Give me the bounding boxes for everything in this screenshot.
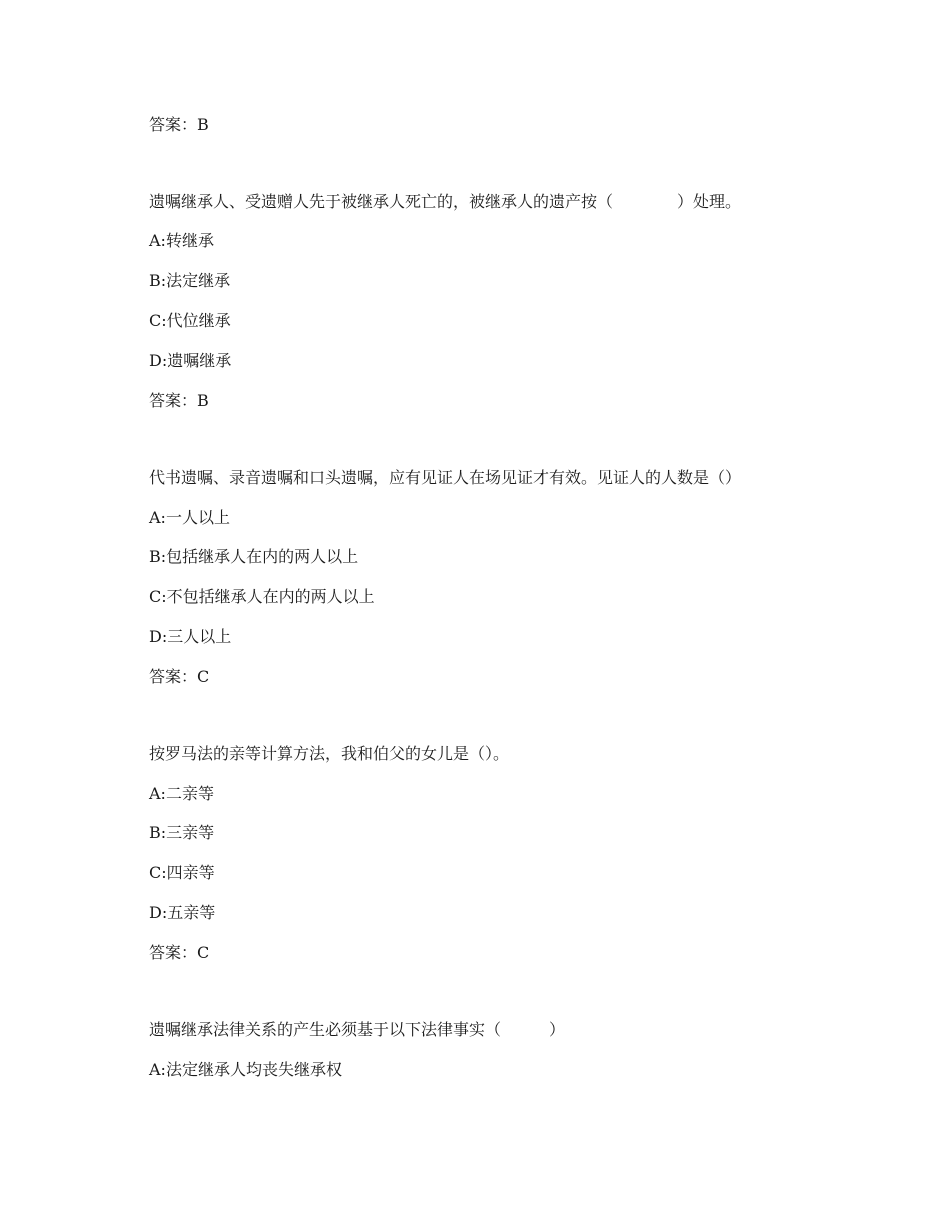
question-text: 遗嘱继承法律关系的产生必须基于以下法律事实（ ） xyxy=(149,1020,566,1039)
option-d: D:遗嘱继承 xyxy=(149,351,232,370)
option-b: B:三亲等 xyxy=(149,823,215,842)
option-d: D:三人以上 xyxy=(149,627,232,646)
option-a: A:转继承 xyxy=(149,231,214,250)
option-a: A:法定继承人均丧失继承权 xyxy=(149,1060,342,1079)
question-text: 按罗马法的亲等计算方法，我和伯父的女儿是（）。 xyxy=(149,744,510,763)
answer-line: 答案：C xyxy=(149,667,210,686)
option-c: C:四亲等 xyxy=(149,863,215,882)
option-c: C:代位继承 xyxy=(149,311,231,330)
option-b: B:包括继承人在内的两人以上 xyxy=(149,547,359,566)
option-c: C:不包括继承人在内的两人以上 xyxy=(149,587,375,606)
question-text: 遗嘱继承人、受遗赠人先于被继承人死亡的，被继承人的遗产按（ ）处理。 xyxy=(149,192,742,211)
answer-line: 答案：C xyxy=(149,943,210,962)
answer-line: 答案：B xyxy=(149,391,209,410)
option-b: B:法定继承 xyxy=(149,271,231,290)
question-text: 代书遗嘱、录音遗嘱和口头遗嘱，应有见证人在场见证才有效。见证人的人数是（） xyxy=(149,468,742,487)
option-a: A:二亲等 xyxy=(149,784,214,803)
answer-line: 答案：B xyxy=(149,115,209,134)
option-a: A:一人以上 xyxy=(149,508,230,527)
option-d: D:五亲等 xyxy=(149,903,216,922)
